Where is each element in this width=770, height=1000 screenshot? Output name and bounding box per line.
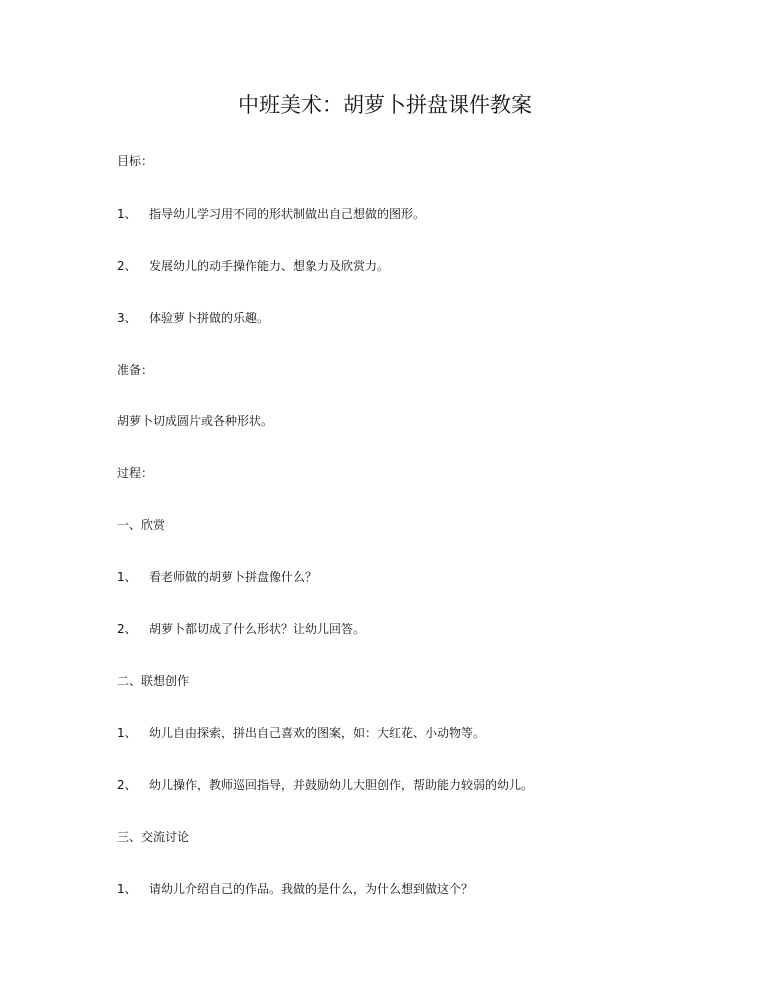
list-item-number: 1、 — [117, 570, 137, 584]
list-item — [117, 880, 473, 898]
list-item-text: 幼儿自由探索，拼出自己喜欢的图案，如：大红花、小动物等。 — [149, 726, 486, 740]
list-item-number: 2、 — [117, 778, 137, 792]
list-item-text: 看老师做的胡萝卜拼盘像什么？ — [149, 570, 318, 584]
goal-item-number: 1、 — [117, 207, 137, 221]
list-item — [117, 568, 317, 586]
goal-heading: 目标： — [117, 154, 154, 168]
list-item — [117, 620, 365, 638]
list-item-text: 胡萝卜都切成了什么形状？让幼儿回答。 — [149, 622, 366, 636]
list-item-number: 1、 — [117, 726, 137, 740]
goal-item — [117, 309, 269, 327]
goal-item-text: 指导幼儿学习用不同的形状制做出自己想做的图形。 — [149, 207, 426, 221]
goal-item-text: 发展幼儿的动手操作能力、想象力及欣赏力。 — [149, 259, 390, 273]
goal-item-text: 体验萝卜拼做的乐趣。 — [149, 311, 270, 325]
process-heading: 过程： — [117, 466, 154, 480]
list-item — [117, 724, 485, 742]
list-item — [117, 776, 533, 794]
goal-item — [117, 205, 425, 223]
prep-heading: 准备： — [117, 363, 154, 377]
section-heading-creation: 二、联想创作 — [117, 674, 190, 688]
list-item-number: 2、 — [117, 622, 137, 636]
section-heading-discussion: 三、交流讨论 — [117, 830, 190, 844]
goal-item-number: 3、 — [117, 311, 137, 325]
list-item-number: 1、 — [117, 882, 137, 896]
goal-item — [117, 257, 389, 275]
goal-item-number: 2、 — [117, 259, 137, 273]
prep-text: 胡萝卜切成圆片或各种形状。 — [117, 414, 274, 428]
list-item-text: 幼儿操作，教师巡回指导，并鼓励幼儿大胆创作，帮助能力较弱的幼儿。 — [149, 778, 534, 792]
section-heading-appreciation: 一、欣赏 — [117, 518, 166, 532]
list-item-text: 请幼儿介绍自己的作品。我做的是什么，为什么想到做这个？ — [149, 882, 474, 896]
page-title: 中班美术：胡萝卜拼盘课件教案 — [238, 93, 532, 117]
